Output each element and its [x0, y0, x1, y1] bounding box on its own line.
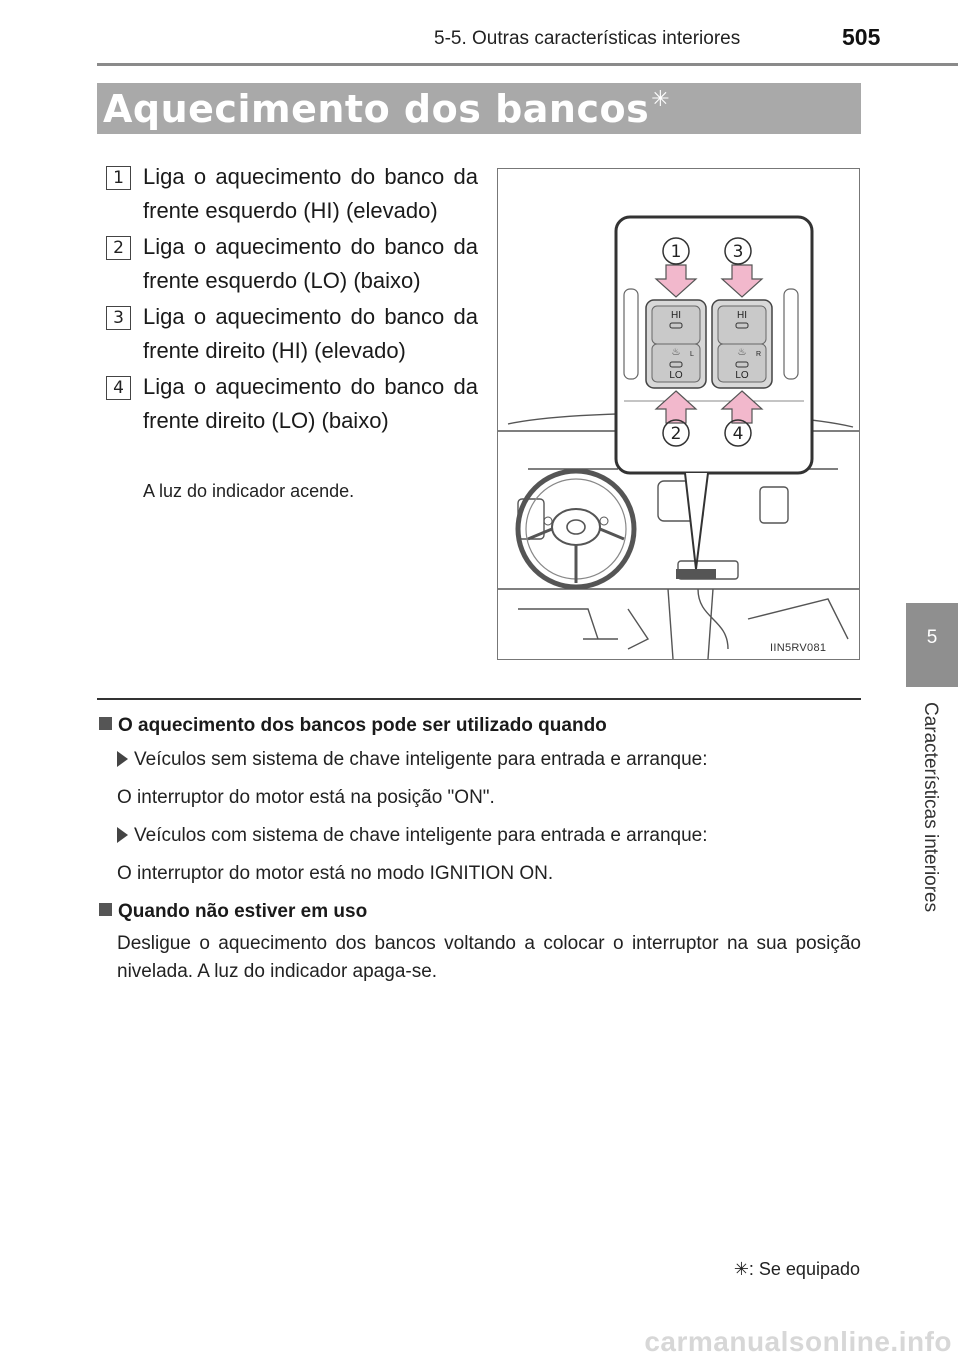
zoom-callout-box — [616, 217, 812, 569]
switch-left-side-label: L — [690, 351, 694, 358]
condition-label-text: Veículos sem sistema de chave inteligente para entrada e arranque: — [134, 749, 708, 770]
callout-number: 4 — [732, 424, 744, 444]
switch-left-hi-label: HI — [671, 310, 681, 321]
note-heading-text: O aquecimento dos bancos pode ser utilizado quando — [118, 715, 607, 736]
seat-heater-switch-right — [712, 300, 772, 388]
page-number: 505 — [842, 24, 881, 50]
chapter-tab — [906, 603, 958, 687]
callout-number: 3 — [732, 242, 744, 262]
switch-right-lo-label: LO — [735, 370, 749, 381]
footnote — [734, 1259, 860, 1280]
step-item — [106, 160, 478, 228]
section-title — [103, 87, 670, 131]
chapter-number: 5 — [926, 627, 938, 648]
notes-section — [97, 712, 861, 986]
footnote-text: : Se equipado — [748, 1259, 860, 1279]
step-item — [106, 300, 478, 368]
figure-code: IIN5RV081 — [770, 642, 827, 654]
watermark: carmanualsonline.info — [644, 1326, 952, 1357]
condition-label — [97, 822, 861, 850]
center-switch-cluster — [676, 569, 716, 579]
step-text: Liga o aquecimento do banco da frente direito (LO) (baixo) — [143, 374, 478, 433]
step-text: Liga o aquecimento do banco da frente esquerdo (LO) (baixo) — [143, 234, 478, 293]
triangle-bullet-icon — [117, 751, 128, 767]
seat-heat-icon: ♨ — [737, 347, 747, 358]
condition-label-text: Veículos com sistema de chave inteligente para entrada e arranque: — [134, 825, 708, 846]
step-number: 2 — [106, 236, 131, 260]
seat-heat-icon: ♨ — [671, 347, 681, 358]
steering-wheel — [518, 471, 634, 587]
seat-heater-switch-left — [646, 300, 706, 388]
square-bullet-icon — [99, 717, 112, 730]
footnote-marker-icon: ✳ — [733, 1259, 749, 1279]
triangle-bullet-icon — [117, 827, 128, 843]
equipped-marker-icon: ✳ — [651, 87, 671, 112]
step-list — [106, 160, 478, 438]
square-bullet-icon — [99, 903, 112, 916]
indicator-note: A luz do indicador acende. — [143, 481, 355, 501]
callout-number: 1 — [670, 242, 682, 262]
step-text: Liga o aquecimento do banco da frente direito (HI) (elevado) — [143, 304, 478, 363]
switch-left-lo-label: LO — [669, 370, 683, 381]
section-divider — [97, 698, 861, 700]
condition-text: O interruptor do motor está no modo IGNITION ON. — [117, 863, 554, 884]
step-number: 4 — [106, 376, 131, 400]
note-heading — [97, 898, 861, 926]
step-item — [106, 370, 478, 438]
chapter-label: Características interiores — [920, 702, 941, 913]
header-rule — [97, 63, 958, 66]
step-number: 3 — [106, 306, 131, 330]
condition-text: O interruptor do motor está na posição "ON". — [117, 787, 495, 808]
step-text: Liga o aquecimento do banco da frente esquerdo (HI) (elevado) — [143, 164, 478, 223]
dashboard-drawing — [498, 169, 859, 659]
section-title-text: Aquecimento dos bancos — [103, 87, 650, 131]
step-item — [106, 230, 478, 298]
seat-heater-illustration — [497, 168, 860, 660]
callout-number: 2 — [670, 424, 682, 444]
condition-label — [97, 746, 861, 774]
note-heading-text: Quando não estiver em uso — [118, 901, 368, 922]
switch-right-side-label: R — [756, 351, 762, 358]
note-text: Desligue o aquecimento dos bancos voltando a colocar o interruptor na sua posição nivelada. A luz do indicador apaga-se. — [117, 933, 861, 982]
note-heading — [97, 712, 861, 740]
section-title-bar — [97, 83, 861, 134]
header-section-title: 5-5. Outras características interiores — [434, 28, 741, 49]
switch-right-hi-label: HI — [737, 310, 747, 321]
step-number: 1 — [106, 166, 131, 190]
